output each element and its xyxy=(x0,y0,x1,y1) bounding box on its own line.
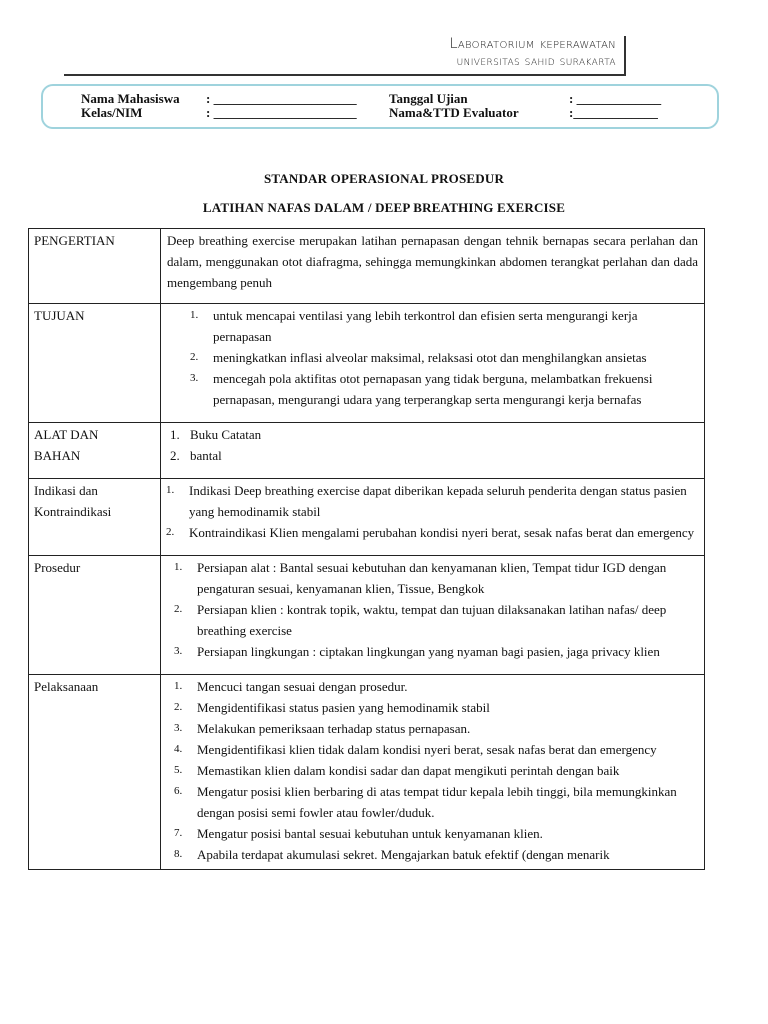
label-alat-bahan: ALAT DAN BAHAN xyxy=(29,423,161,479)
exam-date-field[interactable]: : _____________ xyxy=(569,91,662,106)
list-item: 4. Mengidentifikasi klien tidak dalam kondisi nyeri berat, sesak nafas berat dan emergency xyxy=(174,742,657,757)
list-item: 6. Mengatur posisi klien berbaring di atas tempat tidur kepala lebih tinggi, bila memungkinkan dengan posisi semi fowler atau fowler/duduk. xyxy=(174,784,677,820)
tujuan-list xyxy=(167,305,698,410)
content-indikasi xyxy=(161,479,705,556)
class-nim-field[interactable]: : ______________________ xyxy=(206,105,357,120)
content-alat-bahan xyxy=(161,423,705,479)
row-prosedur xyxy=(29,556,705,675)
row-tujuan xyxy=(29,304,705,423)
list-item: 3. Persiapan lingkungan : ciptakan lingkungan yang nyaman bagi pasien, jaga privacy klien xyxy=(174,644,660,659)
content-prosedur xyxy=(161,556,705,675)
class-nim-label: Kelas/NIM xyxy=(81,105,143,120)
list-item: 7. Mengatur posisi bantal sesuai kebutuhan untuk kenyamanan klien. xyxy=(174,826,543,841)
list-item: 2. Mengidentifikasi status pasien yang hemodinamik stabil xyxy=(174,700,490,715)
list-item: 2. bantal xyxy=(170,448,222,463)
student-name-field[interactable]: : ______________________ xyxy=(206,91,357,106)
list-item: 2. Persiapan klien : kontrak topik, waktu, tempat dan tujuan dilaksanakan latihan nafas/ deep breathing exercise xyxy=(174,602,667,638)
list-item: 5. Memastikan klien dalam kondisi sadar dan dapat mengikuti perintah dengan baik xyxy=(174,763,620,778)
pelaksanaan-list xyxy=(167,676,698,865)
label-indikasi: Indikasi dan Kontraindikasi xyxy=(29,479,161,556)
evaluator-field[interactable]: :_____________ xyxy=(569,105,658,120)
list-item: 3. Melakukan pemeriksaan terhadap status pernapasan. xyxy=(174,721,471,736)
list-item: 3. mencegah pola aktifitas otot pernapasan yang tidak berguna, melambatkan frekuensi pernapasan, mengurangi udara yang terperangkap serta mengurangi kerja bernafas xyxy=(190,371,653,407)
label-tujuan: TUJUAN xyxy=(29,304,161,423)
content-tujuan xyxy=(161,304,705,423)
list-item: 1. Persiapan alat : Bantal sesuai kebutuhan dan kenyamanan klien, Tempat tidur IGD dengan pengaturan sesuai, kenyamanan klien, Tissue, Bengkok xyxy=(174,560,667,596)
list-item: 8. Apabila terdapat akumulasi sekret. Mengajarkan batuk efektif (dengan menarik xyxy=(174,847,610,862)
pengertian-text: Deep breathing exercise merupakan latihan pernapasan dengan tehnik bernapas secara perlahan dan dalam, menggunakan otot diafragma, sehingga memungkinkan abdomen terangkat perlahan dan dada mengembang penuh xyxy=(167,233,698,290)
header-vertical-rule xyxy=(624,36,626,76)
indikasi-list xyxy=(167,480,698,543)
document-title: STANDAR OPERASIONAL PROSEDUR xyxy=(263,171,505,186)
header-line-2: universitas sahid surakarta xyxy=(456,54,616,69)
document-subtitle: LATIHAN NAFAS DALAM / DEEP BREATHING EXERCISE xyxy=(202,200,566,215)
header-line-1: Laboratorium keperawatan xyxy=(449,36,616,52)
list-item: 1. Mencuci tangan sesuai dengan prosedur. xyxy=(174,679,408,694)
label-pelaksanaan: Pelaksanaan xyxy=(29,675,161,870)
document-header xyxy=(449,36,616,70)
row-pelaksanaan xyxy=(29,675,705,870)
content-pelaksanaan xyxy=(161,675,705,870)
row-pengertian xyxy=(29,229,705,304)
sop-table xyxy=(28,228,705,870)
content-pengertian xyxy=(161,229,705,304)
prosedur-list xyxy=(167,557,698,662)
row-indikasi xyxy=(29,479,705,556)
evaluator-label: Nama&TTD Evaluator xyxy=(389,105,519,120)
alat-list xyxy=(167,424,698,466)
exam-date-label: Tanggal Ujian xyxy=(389,91,468,106)
row-alat-bahan xyxy=(29,423,705,479)
student-name-label: Nama Mahasiswa xyxy=(81,91,180,106)
label-pengertian: PENGERTIAN xyxy=(29,229,161,304)
list-item: 2. meningkatkan inflasi alveolar maksimal, relaksasi otot dan menghilangkan ansietas xyxy=(190,350,647,365)
list-item: 1. Indikasi Deep breathing exercise dapat diberikan kepada seluruh penderita dengan status pasien yang hemodinamik stabil xyxy=(166,483,687,519)
list-item: 1. Buku Catatan xyxy=(170,427,262,442)
list-item: 1. untuk mencapai ventilasi yang lebih terkontrol dan efisien serta mengurangi kerja pernapasan xyxy=(190,308,638,344)
header-horizontal-rule xyxy=(64,74,624,76)
label-prosedur: Prosedur xyxy=(29,556,161,675)
list-item: 2. Kontraindikasi Klien mengalami perubahan kondisi nyeri berat, sesak nafas berat dan emergency xyxy=(166,525,695,540)
